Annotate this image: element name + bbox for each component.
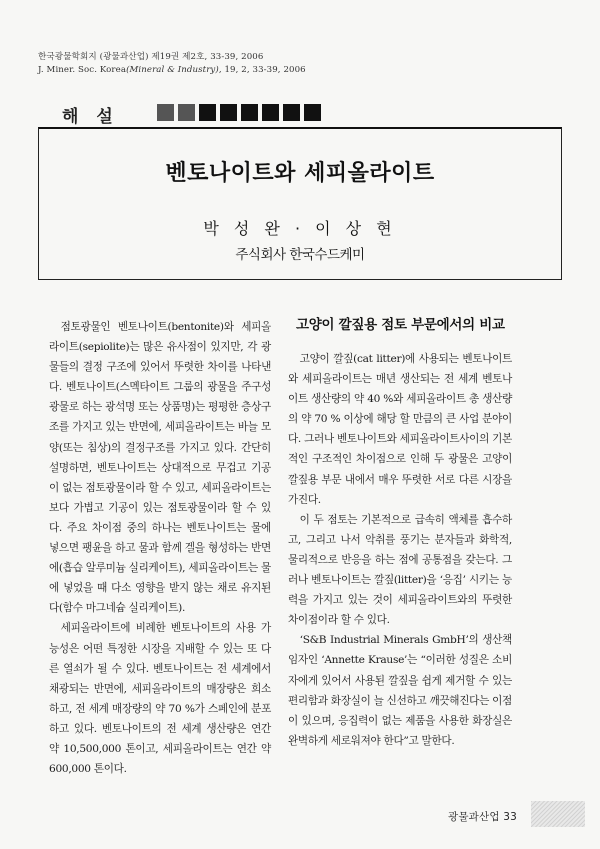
square-mark bbox=[241, 104, 258, 121]
title-box bbox=[38, 127, 562, 280]
square-mark bbox=[178, 104, 195, 121]
authors: 박 성 완 · 이 상 현 bbox=[203, 219, 397, 238]
square-mark bbox=[220, 104, 237, 121]
journal-name: J. Miner. Soc. Korea bbox=[38, 65, 127, 75]
journal-subtitle: (Mineral & Industry) bbox=[126, 65, 219, 75]
journal-citation-english bbox=[38, 64, 306, 77]
decorative-squares bbox=[157, 104, 321, 121]
square-mark bbox=[199, 104, 216, 121]
paragraph: 고양이 깔짚(cat litter)에 사용되는 벤토나이트와 세피올라이트는 매년 생산되는 전 세계 벤토나이트 생산량의 약 40 %와 세피올라이트 총 생산량의 약 70 % 이상에 해당 할 만큼의 큰 사업 분야이다. 그러나 벤토나이트와 세피올라이트사이의 기본적인 구조적인 차이점으로 인해 두 광물은 고양이 깔짚용 부문 내에서 매우 뚜렷한 서로 다른 시장을 가진다. bbox=[288, 353, 512, 506]
journal-citation-korean: 한국광물학회지 (광물과산업) 제19권 제2호, 33-39, 2006 bbox=[38, 52, 264, 62]
page-footer: 광물과산업 33 bbox=[448, 811, 518, 823]
square-mark bbox=[283, 104, 300, 121]
square-mark bbox=[304, 104, 321, 121]
footer-shade bbox=[531, 801, 585, 827]
section-heading: 고양이 깔짚용 점토 부문에서의 비교 bbox=[296, 317, 505, 333]
paragraph: 세피올라이트에 비례한 벤토나이트의 사용 가능성은 어떤 특정한 시장을 지배할 수 있는 또 다른 열쇠가 될 수 있다. 벤토나이트는 전 세계에서 채광되는 반면에, 세피올라이트의 매장량은 희소하고, 전 세계 매장량의 약 70 %가 스페인에 분포하고 있다. 벤토나이트의 전 세계 생산량은 연간 약 10,500,000 톤이고, 세피올라이트는 연간 약 600,000 톤이다. bbox=[49, 622, 271, 776]
paragraph: 점토광물인 벤토나이트(bentonite)와 세피올라이트(sepiolite)는 많은 유사점이 있지만, 각 광물들의 결정 구조에 있어서 뚜렷한 차이를 나타낸다. 벤토나이트(스멕타이트 그룹의 광물을 주구성광물로 하는 광석명 또는 상품명)는 평평한 층상구조를 가지고 있는 반면에, 세피올라이트는 바늘 모양(또는 침상)의 결정구조를 가지고 있다. 간단히 설명하면, 벤토나이트는 상대적으로 무겁고 기공이 없는 점토광물이라 할 수 있고, 세피올라이트는 보다 가볍고 기공이 있는 점토광물이라 할 수 있다. 주요 차이점 중의 하나는 벤토나이트는 물에 넣으면 팽윤을 하고 물과 함께 겔을 형성하는 반면에(흡습 알루미늄 실리케이트), 세피올라이트는 물에 넣었을 때 다소 영향을 받지 않는 채로 유지된다(함수 마그네슘 실리케이트). bbox=[49, 321, 271, 615]
journal-citation bbox=[38, 51, 306, 77]
paragraph: ‘S&B Industrial Minerals GmbH’의 생산책임자인 ‘Annette Krause’는 “이러한 성질은 소비자에게 있어서 사용된 깔짚을 쉽게 제거할 수 있는 편리함과 화장실이 늘 신선하고 깨끗해진다는 이점이 있으며, 응집력이 없는 제품을 사용한 화장실은 완벽하게 세로워져야 한다”고 말한다. bbox=[288, 634, 512, 747]
left-column bbox=[49, 317, 271, 779]
square-mark bbox=[262, 104, 279, 121]
paragraph: 이 두 점토는 기본적으로 급속히 액체를 흡수하고, 그리고 나서 악취를 풍기는 분자들과 화학적, 물리적으로 반응을 하는 점에 공통점을 갖는다. 그러나 벤토나이트는 깔짚(litter)을 ‘응집’ 시키는 능력을 가지고 있는 것이 세피올라이트와의 뚜렷한 차이점이라 할 수 있다. bbox=[288, 513, 512, 627]
section-label: 해 설 bbox=[62, 107, 119, 127]
journal-volume: , 19, 2, 33-39, 2006 bbox=[218, 65, 306, 75]
square-mark bbox=[157, 104, 174, 121]
article-title: 벤토나이트와 세피올라이트 bbox=[165, 161, 435, 186]
affiliation: 주식회사 한국수드케미 bbox=[235, 247, 365, 263]
right-column bbox=[288, 349, 512, 751]
